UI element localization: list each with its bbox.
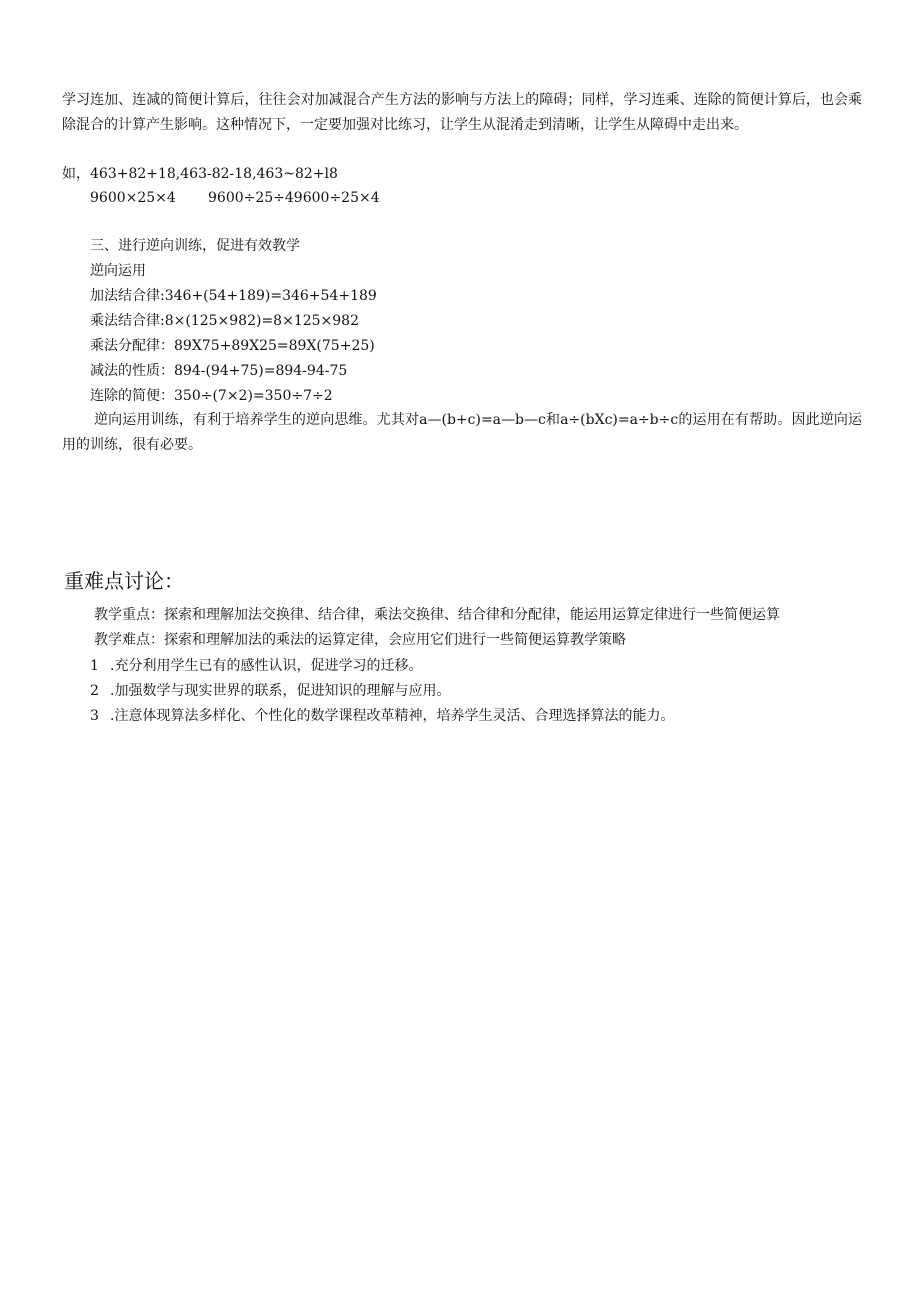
examples-row <box>90 188 380 208</box>
intro-paragraph: 学习连加、连减的简便计算后，往往会对加减混合产生方法的影响与方法上的障碍；同样，学习连乘、连除的简便计算后，也会乘除混合的计算产生影响。这种情况下，一定要加强对比练习，让学生从混淆走到清晰，让学生从障碍中走出来。 <box>62 92 862 133</box>
strategy-item-number: 3 <box>90 708 99 724</box>
law-distributive: 乘法分配律：89X75+89X25=89X(75+25) <box>90 338 375 354</box>
section-subtitle: 逆向运用 <box>90 263 146 279</box>
law-associative-multiplication: 乘法结合律:8×(125×982)=8×125×982 <box>90 313 359 329</box>
law-associative-addition: 加法结合律:346+(54+189)=346+54+189 <box>90 288 377 304</box>
discussion-heading: 重难点讨论： <box>64 569 184 593</box>
strategy-item-number: 1 <box>90 658 99 674</box>
example-division: 9600÷25÷49600÷25×4 <box>208 190 380 206</box>
key-point: 教学重点：探索和理解加法交换律、结合律，乘法交换律、结合律和分配律，能运用运算定律进行一些简便运算 <box>94 607 780 623</box>
example-multiplication: 9600×25×4 <box>90 190 176 206</box>
law-continuous-division: 连除的简便：350÷(7×2)=350÷7÷2 <box>90 388 333 404</box>
strategy-item-2 <box>90 681 450 701</box>
difficulty-point: 教学难点：探索和理解加法的乘法的运算定律，会应用它们进行一些简便运算教学策略 <box>94 632 626 648</box>
section-title: 三、进行逆向训练，促进有效教学 <box>90 238 300 254</box>
strategy-item-1 <box>90 656 422 676</box>
strategy-item-number: 2 <box>90 683 99 699</box>
reverse-training-paragraph: 逆向运用训练，有利于培养学生的逆向思维。尤其对a—(b+c)=a—b—c和a÷(bXc)=a÷b÷c的运用在有帮助。因此逆向运用的训练，很有必要。 <box>62 412 862 453</box>
strategy-item-text: .充分利用学生已有的感性认识，促进学习的迁移。 <box>110 658 423 674</box>
strategy-item-3 <box>90 706 674 726</box>
example-line: 如，463+82+18,463-82-18,463~82+l8 <box>62 166 338 182</box>
strategy-item-text: .加强数学与现实世界的联系，促进知识的理解与应用。 <box>110 683 451 699</box>
strategy-item-text: .注意体现算法多样化、个性化的数学课程改革精神，培养学生灵活、合理选择算法的能力。 <box>110 708 675 724</box>
law-subtraction-property: 减法的性质：894-(94+75)=894-94-75 <box>90 363 348 379</box>
